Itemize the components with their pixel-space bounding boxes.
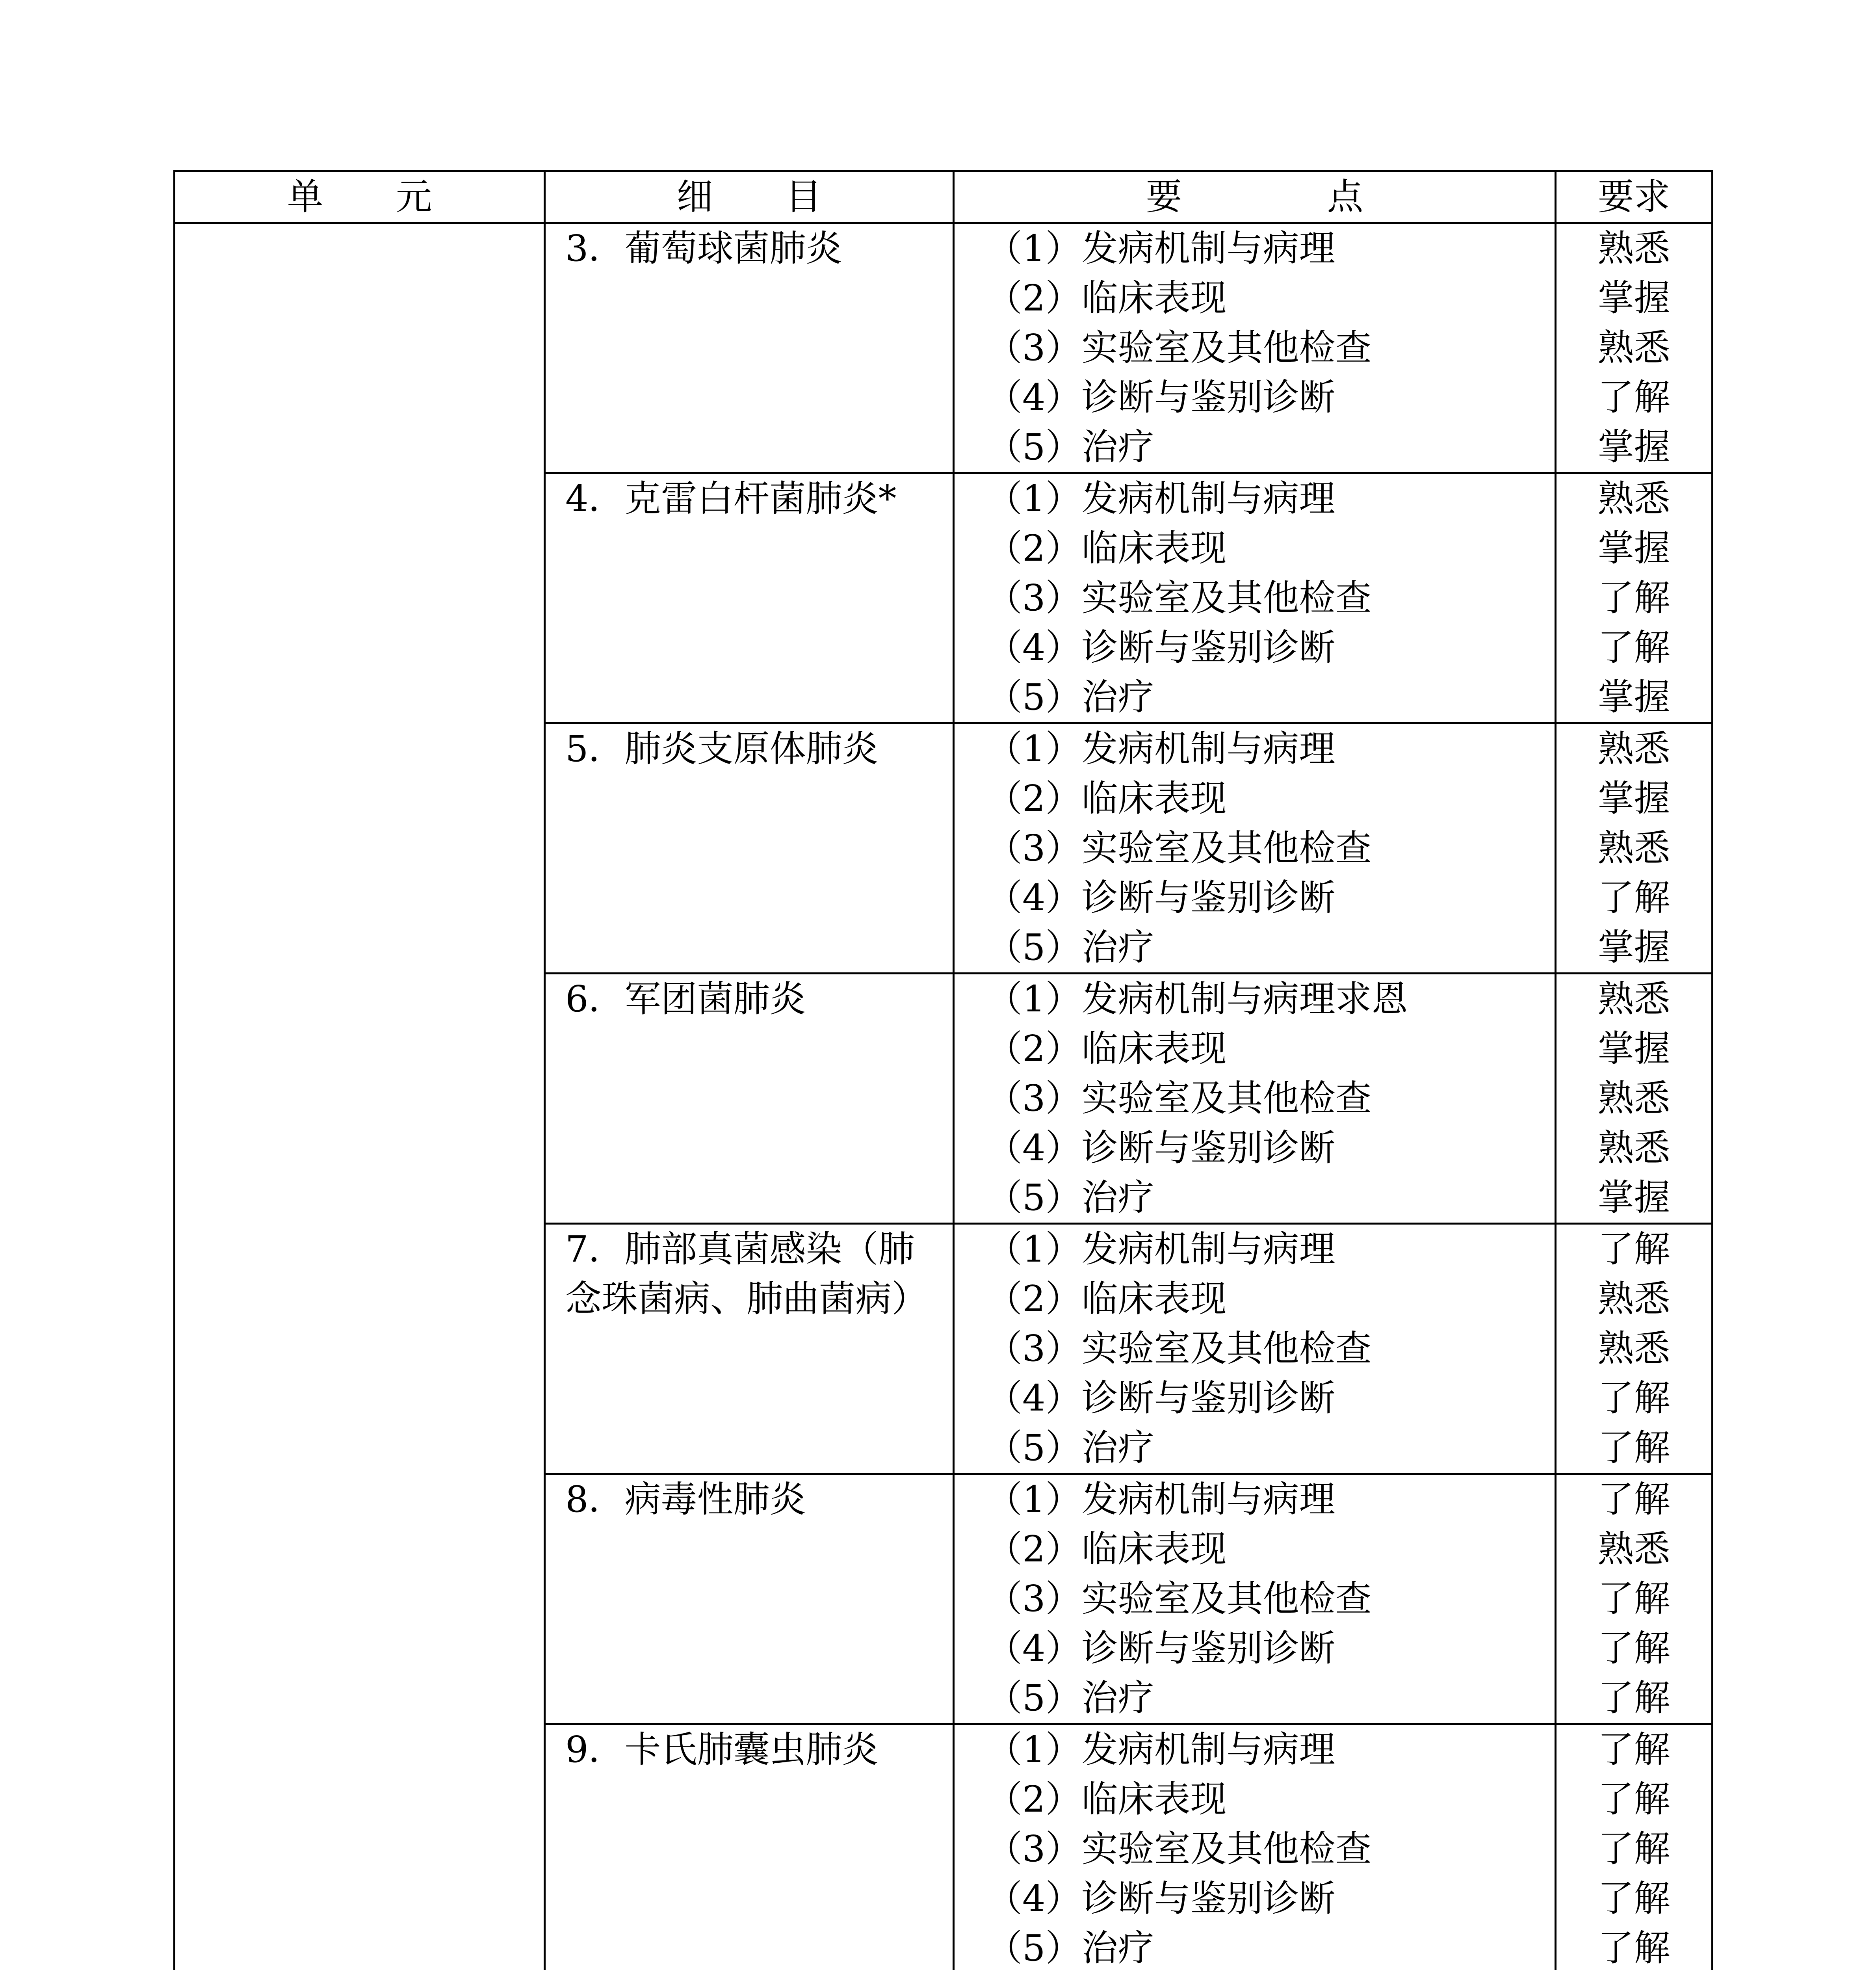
point-item: （1）发病机制与病理求恩	[986, 978, 1408, 1020]
requirement-item: 了解	[1597, 1578, 1670, 1620]
point-item: （5）治疗	[986, 1677, 1154, 1719]
point-item: （1）发病机制与病理	[986, 1728, 1335, 1771]
point-item: （2）临床表现	[986, 527, 1227, 569]
requirement-item: 了解	[1597, 1877, 1670, 1920]
detail-cell	[545, 1224, 954, 1474]
detail-label: 8．病毒性肺炎	[565, 1478, 806, 1520]
point-item: （2）临床表现	[986, 277, 1227, 319]
point-item: （3）实验室及其他检查	[986, 327, 1372, 369]
requirement-cell	[1556, 473, 1713, 723]
point-item: （1）发病机制与病理	[986, 1478, 1335, 1520]
requirement-item: 熟悉	[1597, 478, 1670, 520]
header-row	[175, 171, 1713, 223]
requirement-item: 熟悉	[1597, 978, 1670, 1020]
requirement-item: 了解	[1597, 376, 1670, 418]
point-item: （4）诊断与鉴别诊断	[986, 626, 1335, 669]
requirement-item: 熟悉	[1597, 1278, 1670, 1320]
point-item: （4）诊断与鉴别诊断	[986, 376, 1335, 418]
points-cell	[954, 723, 1556, 974]
requirement-item: 掌握	[1597, 1176, 1670, 1219]
point-item: （3）实验室及其他检查	[986, 1077, 1372, 1119]
requirement-item: 了解	[1597, 1728, 1670, 1771]
points-cell	[954, 1224, 1556, 1474]
detail-label: 6．军团菌肺炎	[565, 978, 806, 1020]
syllabus-table	[173, 170, 1713, 1970]
requirement-cell	[1556, 974, 1713, 1224]
detail-cell	[545, 1474, 954, 1724]
points-cell	[954, 473, 1556, 723]
point-item: （3）实验室及其他检查	[986, 827, 1372, 869]
requirement-item: 了解	[1597, 577, 1670, 619]
requirement-item: 了解	[1597, 1228, 1670, 1270]
header-requirement: 要求	[1556, 171, 1713, 223]
point-item: （5）治疗	[986, 1927, 1154, 1969]
requirement-item: 了解	[1597, 1377, 1670, 1419]
point-item: （1）发病机制与病理	[986, 1228, 1335, 1270]
requirement-item: 熟悉	[1597, 1127, 1670, 1169]
point-item: （4）诊断与鉴别诊断	[986, 1377, 1335, 1419]
detail-cell	[545, 1724, 954, 1970]
requirement-item: 掌握	[1597, 426, 1670, 468]
detail-cell	[545, 974, 954, 1224]
point-item: （2）临床表现	[986, 1278, 1227, 1320]
requirement-item: 了解	[1597, 1927, 1670, 1969]
requirement-cell	[1556, 723, 1713, 974]
requirement-cell	[1556, 1474, 1713, 1724]
point-item: （2）临床表现	[986, 1528, 1227, 1570]
point-item: （4）诊断与鉴别诊断	[986, 1877, 1335, 1920]
requirement-item: 掌握	[1597, 777, 1670, 820]
point-item: （1）发病机制与病理	[986, 227, 1335, 269]
point-item: （4）诊断与鉴别诊断	[986, 1627, 1335, 1669]
detail-cell	[545, 473, 954, 723]
point-item: （5）治疗	[986, 1176, 1154, 1219]
requirement-cell	[1556, 1724, 1713, 1970]
point-item: （5）治疗	[986, 1427, 1154, 1469]
requirement-item: 熟悉	[1597, 327, 1670, 369]
points-cell	[954, 1474, 1556, 1724]
points-cell	[954, 223, 1556, 473]
header-points: 要 点	[954, 171, 1556, 223]
detail-label: 3．葡萄球菌肺炎	[565, 227, 842, 269]
table-row	[175, 223, 1713, 473]
requirement-item: 熟悉	[1597, 227, 1670, 269]
requirement-item: 熟悉	[1597, 827, 1670, 869]
requirement-item: 掌握	[1597, 676, 1670, 718]
detail-cell	[545, 223, 954, 473]
point-item: （2）临床表现	[986, 1778, 1227, 1820]
point-item: （5）治疗	[986, 926, 1154, 968]
point-item: （5）治疗	[986, 676, 1154, 718]
point-item: （2）临床表现	[986, 777, 1227, 820]
detail-label: 4．克雷白杆菌肺炎*	[565, 478, 897, 520]
point-item: （4）诊断与鉴别诊断	[986, 877, 1335, 919]
requirement-item: 熟悉	[1597, 728, 1670, 770]
point-item: （3）实验室及其他检查	[986, 1578, 1372, 1620]
point-item: （1）发病机制与病理	[986, 728, 1335, 770]
point-item: （1）发病机制与病理	[986, 478, 1335, 520]
requirement-item: 熟悉	[1597, 1528, 1670, 1570]
header-unit: 单 元	[175, 171, 545, 223]
requirement-item: 了解	[1597, 877, 1670, 919]
requirement-item: 了解	[1597, 626, 1670, 669]
header-detail: 细 目	[545, 171, 954, 223]
detail-label: 9．卡氏肺囊虫肺炎	[565, 1728, 879, 1771]
point-item: （2）临床表现	[986, 1028, 1227, 1070]
requirement-item: 熟悉	[1597, 1327, 1670, 1370]
detail-label: 7．肺部真菌感染（肺念珠菌病、肺曲菌病）	[565, 1228, 928, 1320]
requirement-item: 了解	[1597, 1778, 1670, 1820]
requirement-item: 熟悉	[1597, 1077, 1670, 1119]
requirement-cell	[1556, 1224, 1713, 1474]
requirement-item: 掌握	[1597, 277, 1670, 319]
points-cell	[954, 974, 1556, 1224]
points-cell	[954, 1724, 1556, 1970]
requirement-item: 掌握	[1597, 1028, 1670, 1070]
point-item: （4）诊断与鉴别诊断	[986, 1127, 1335, 1169]
requirement-item: 了解	[1597, 1828, 1670, 1870]
requirement-cell	[1556, 223, 1713, 473]
requirement-item: 掌握	[1597, 926, 1670, 968]
detail-cell	[545, 723, 954, 974]
point-item: （3）实验室及其他检查	[986, 1828, 1372, 1870]
requirement-item: 掌握	[1597, 527, 1670, 569]
unit-cell	[175, 223, 545, 1970]
requirement-item: 了解	[1597, 1478, 1670, 1520]
requirement-item: 了解	[1597, 1627, 1670, 1669]
requirement-item: 了解	[1597, 1677, 1670, 1719]
requirement-item: 了解	[1597, 1427, 1670, 1469]
point-item: （5）治疗	[986, 426, 1154, 468]
point-item: （3）实验室及其他检查	[986, 577, 1372, 619]
point-item: （3）实验室及其他检查	[986, 1327, 1372, 1370]
detail-label: 5．肺炎支原体肺炎	[565, 728, 879, 770]
